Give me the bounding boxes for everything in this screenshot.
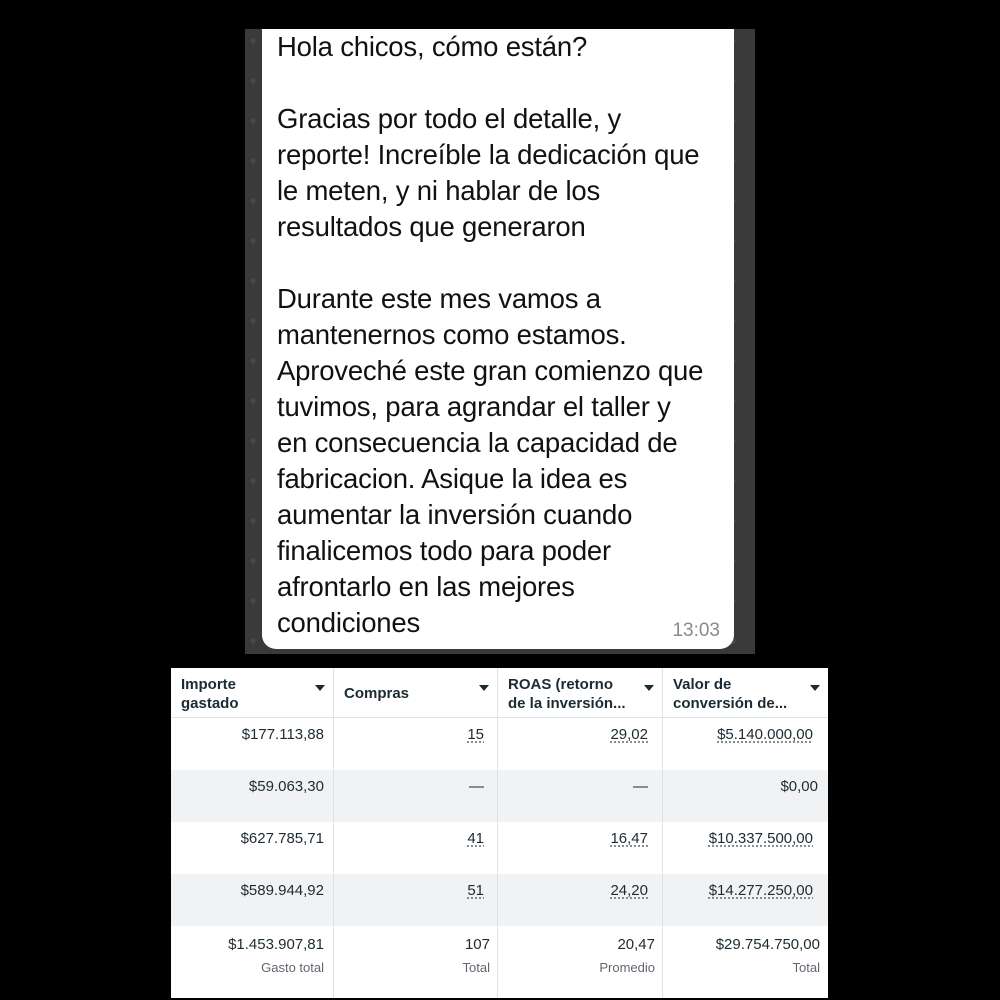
message-line: afrontarlo en las mejores — [277, 571, 575, 602]
total-spent-label: Gasto total — [261, 960, 324, 975]
message-line: reporte! Increíble la dedicación que — [277, 139, 700, 170]
total-roas: 20,47 — [617, 936, 655, 953]
sort-caret-icon[interactable] — [644, 685, 654, 691]
total-spent: $1.453.907,81 — [228, 936, 324, 953]
cell-spent: $177.113,88 — [241, 726, 324, 743]
cell-roas[interactable]: 16,47 — [610, 830, 648, 847]
column-header-spent[interactable] — [171, 668, 333, 718]
cell-purchases[interactable]: 15 — [467, 726, 484, 743]
header-label: ROAS (retorno de la inversión... — [508, 676, 626, 712]
message-line: Gracias por todo el detalle, y — [277, 103, 622, 134]
total-conversion-value: $29.754.750,00 — [715, 936, 820, 953]
header-label: Importe gastado — [181, 676, 239, 712]
header-label: Compras — [344, 685, 410, 702]
total-purchases: 107 — [464, 936, 490, 953]
message-line: Durante este mes vamos a — [277, 283, 601, 314]
column-header-purchases[interactable] — [334, 668, 497, 718]
message-line: fabricacion. Asique la idea es — [277, 463, 628, 494]
cell-spent: $589.944,92 — [240, 882, 324, 899]
message-line: le meten, y ni hablar de los — [277, 175, 601, 206]
sort-caret-icon[interactable] — [315, 685, 325, 691]
cell-spent: $627.785,71 — [240, 830, 324, 847]
message-line: en consecuencia la capacidad de — [277, 427, 678, 458]
message-line: Aproveché este gran comienzo que — [277, 355, 704, 386]
cell-conversion-value[interactable]: $5.140.000,00 — [717, 726, 813, 743]
message-timestamp: 13:03 — [672, 620, 720, 641]
cell-roas[interactable]: 24,20 — [610, 882, 648, 899]
ads-results-table — [171, 668, 828, 998]
message-line: finalicemos todo para poder — [277, 535, 611, 566]
message-line: condiciones — [277, 607, 421, 638]
cell-roas: — — [633, 778, 648, 795]
total-conversion-value-label: Total — [792, 960, 820, 975]
column-header-conversion-value[interactable] — [663, 668, 828, 718]
cell-roas[interactable]: 29,02 — [610, 726, 648, 743]
column-header-roas[interactable] — [498, 668, 662, 718]
sort-caret-icon[interactable] — [479, 685, 489, 691]
total-purchases-label: Total — [462, 960, 490, 975]
cell-conversion-value: $0,00 — [780, 778, 818, 795]
message-text — [277, 29, 732, 641]
cell-purchases[interactable]: 51 — [467, 882, 484, 899]
cell-conversion-value[interactable]: $14.277.250,00 — [708, 882, 813, 899]
total-roas-label: Promedio — [599, 960, 655, 975]
cell-conversion-value[interactable]: $10.337.500,00 — [708, 830, 813, 847]
message-line: aumentar la inversión cuando — [277, 499, 633, 530]
cell-spent: $59.063,30 — [248, 778, 324, 795]
sort-caret-icon[interactable] — [810, 685, 820, 691]
message-line: tuvimos, para agrandar el taller y — [277, 391, 671, 422]
cell-purchases: — — [469, 778, 484, 795]
header-label: Valor de conversión de... — [673, 676, 788, 712]
message-line: mantenernos como estamos. — [277, 319, 627, 350]
message-line: resultados que generaron — [277, 211, 586, 242]
message-line: Hola chicos, cómo están? — [277, 31, 588, 62]
cell-purchases[interactable]: 41 — [467, 830, 484, 847]
